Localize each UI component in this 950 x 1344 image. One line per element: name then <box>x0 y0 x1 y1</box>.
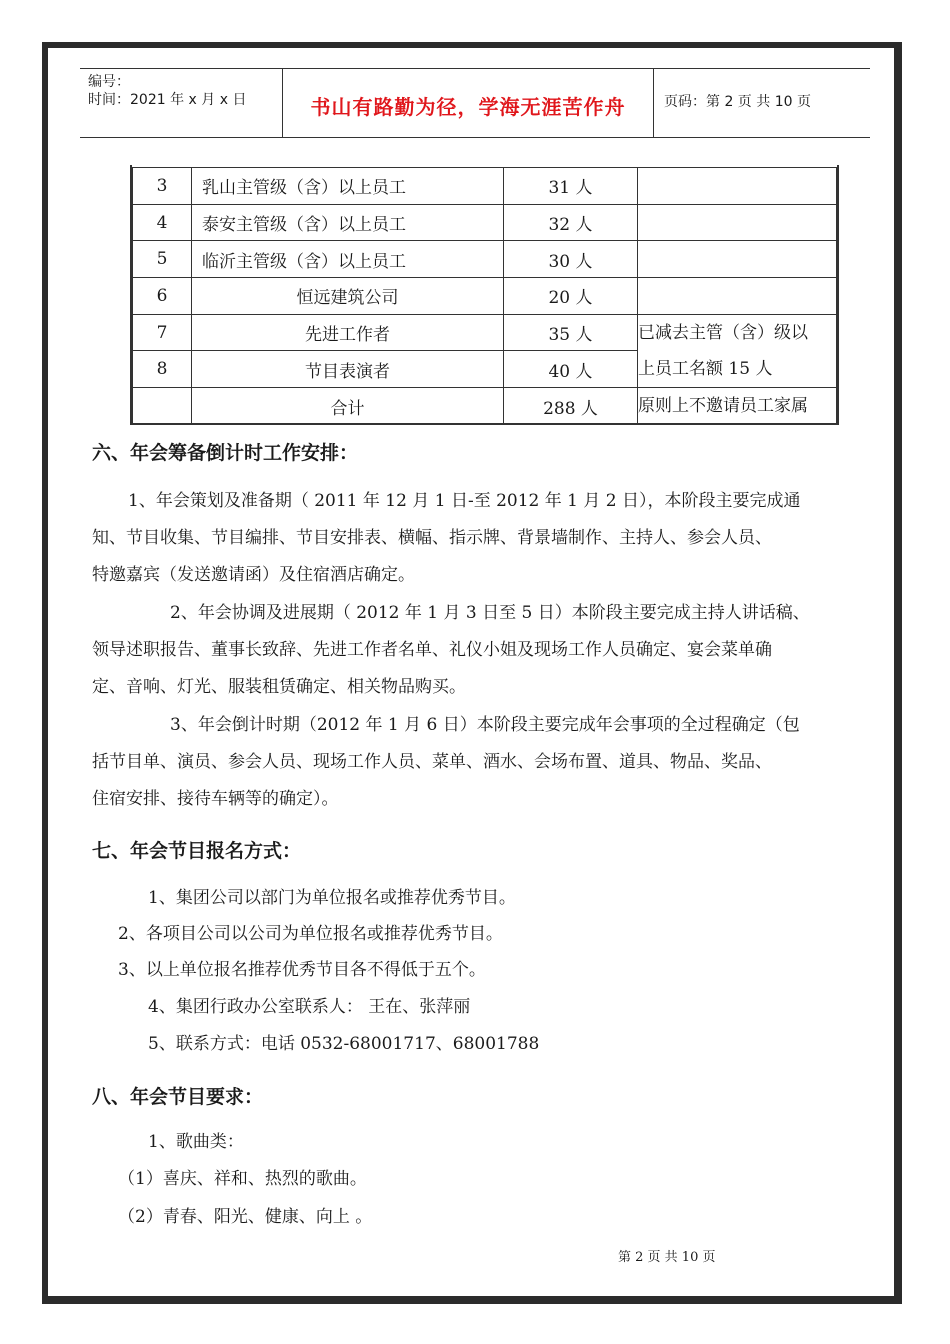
row-note <box>638 204 837 241</box>
s8-item1: 1、歌曲类： <box>148 1132 244 1152</box>
s6-p3-line2: 括节目单、演员、参会人员、现场工作人员、菜单、酒水、会场布置、道具、物品、奖品、 <box>92 752 772 772</box>
table-row <box>133 314 837 351</box>
s7-item5: 5、联系方式：电话 0532-68001717、68001788 <box>148 1034 540 1054</box>
row-note <box>638 241 837 278</box>
s8-item2: （1）喜庆、祥和、热烈的歌曲。 <box>118 1169 367 1189</box>
row-count: 32 人 <box>504 204 638 241</box>
header-motto-cell <box>283 69 654 137</box>
header-page-cell <box>654 69 870 137</box>
s6-p1-line3: 特邀嘉宾（发送邀请函）及住宿酒店确定。 <box>92 565 415 585</box>
s7-item3: 3、以上单位报名推荐优秀节目各不得低于五个。 <box>118 960 486 980</box>
s7-item4: 4、集团行政办公室联系人： 王在、张萍丽 <box>148 997 471 1017</box>
doc-date: 时间：2021 年 x 月 x 日 <box>88 92 247 108</box>
s6-p1-line2: 知、节目收集、节目编排、节目安排表、横幅、指示牌、背景墙制作、主持人、参会人员、 <box>92 528 772 548</box>
row-count: 30 人 <box>504 241 638 278</box>
section-6-title: 六、年会筹备倒计时工作安排： <box>92 442 359 464</box>
row-number: 7 <box>133 314 192 351</box>
row-count: 288 人 <box>504 388 638 425</box>
row-number: 5 <box>133 241 192 278</box>
row-count: 35 人 <box>504 314 638 351</box>
s8-item3: （2）青春、阳光、健康、向上 。 <box>118 1207 373 1227</box>
page-footer: 第 2 页 共 10 页 <box>618 1250 716 1265</box>
table-row <box>133 278 837 315</box>
row-name: 恒远建筑公司 <box>192 278 504 315</box>
table-row <box>133 168 837 205</box>
row-name: 先进工作者 <box>192 314 504 351</box>
section-7-title: 七、年会节目报名方式： <box>92 840 302 862</box>
row-name: 合计 <box>192 388 504 425</box>
page-info: 页码：第 2 页 共 10 页 <box>664 94 811 110</box>
row-name: 泰安主管级（含）以上员工 <box>192 204 504 241</box>
table-row-total <box>133 388 837 425</box>
s6-p3-line1: 3、年会倒计时期（2012 年 1 月 6 日）本阶段主要完成年会事项的全过程确定（包 <box>170 715 800 735</box>
row-count: 20 人 <box>504 278 638 315</box>
row-note <box>638 278 837 315</box>
s7-item2: 2、各项目公司以公司为单位报名或推荐优秀节目。 <box>118 924 503 944</box>
row-name: 乳山主管级（含）以上员工 <box>192 168 504 205</box>
row-name: 节目表演者 <box>192 351 504 388</box>
row-number <box>133 388 192 425</box>
header-meta <box>80 69 283 137</box>
s7-item1: 1、集团公司以部门为单位报名或推荐优秀节目。 <box>148 888 516 908</box>
row-number: 3 <box>133 168 192 205</box>
row-count: 31 人 <box>504 168 638 205</box>
row-name: 临沂主管级（含）以上员工 <box>192 241 504 278</box>
merged-note-line1: 已减去主管（含）级以 <box>638 322 808 343</box>
row-count: 40 人 <box>504 351 638 388</box>
doc-number-label: 编号： <box>88 74 130 90</box>
merged-note-line2: 上员工名额 15 人 <box>638 358 773 379</box>
table-row <box>133 241 837 278</box>
row-number: 8 <box>133 351 192 388</box>
section-8-title: 八、年会节目要求： <box>92 1086 264 1108</box>
s6-p1-line1: 1、年会策划及准备期（ 2011 年 12 月 1 日-至 2012 年 1 月 2 日），本阶段主要完成通 <box>128 491 801 511</box>
total-note: 原则上不邀请员工家属 <box>638 388 837 425</box>
table-row <box>133 204 837 241</box>
s6-p2-line3: 定、音响、灯光、服装租赁确定、相关物品购买。 <box>92 677 466 697</box>
merged-note <box>638 314 837 387</box>
s6-p2-line2: 领导述职报告、董事长致辞、先进工作者名单、礼仪小姐及现场工作人员确定、宴会菜单确 <box>92 640 772 660</box>
attendee-table <box>132 167 837 425</box>
row-note <box>638 168 837 205</box>
row-number: 6 <box>133 278 192 315</box>
s6-p3-line3: 住宿安排、接待车辆等的确定）。 <box>92 789 339 809</box>
page-header <box>80 68 870 138</box>
s6-p2-line1: 2、年会协调及进展期（ 2012 年 1 月 3 日至 5 日）本阶段主要完成主持人讲话稿、 <box>170 603 810 623</box>
row-number: 4 <box>133 204 192 241</box>
motto: 书山有路勤为径，学海无涯苦作舟 <box>310 95 626 119</box>
